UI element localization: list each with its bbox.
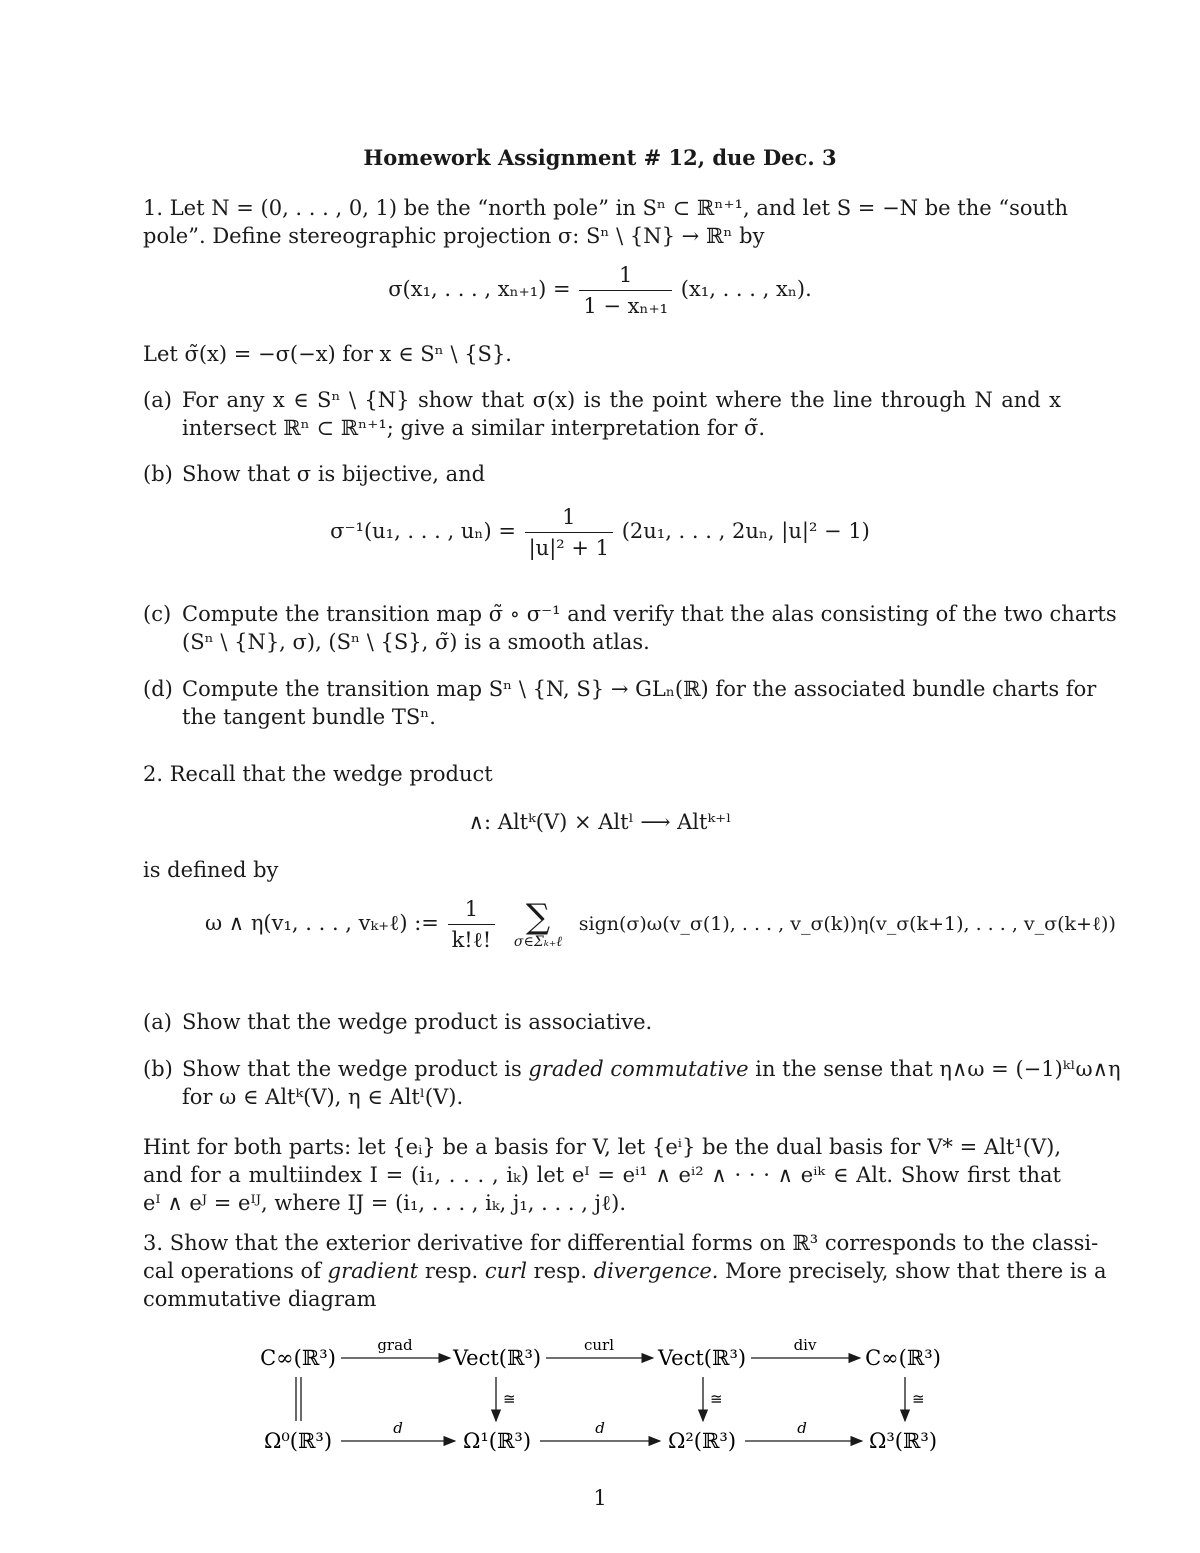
part-a-label: (a) (143, 388, 172, 412)
part-a-line1: For any x ∈ Sⁿ \ {N} show that σ(x) is the point where the line through N and x (182, 388, 1061, 412)
eq-right: (x₁, . . . , xₙ). (680, 277, 812, 301)
problem2-intro: 2. Recall that the wedge product (143, 762, 493, 786)
bottom-node-omega2: Ω²(ℝ³) (667, 1429, 737, 1453)
sum-symbol: ∑ (525, 896, 551, 937)
top-node-cinf: C∞(ℝ³) (260, 1346, 336, 1370)
def-left: ω ∧ η(v₁, . . . , vₖ₊ℓ) := (205, 911, 439, 935)
part-c-line2: (Sⁿ \ {N}, σ), (Sⁿ \ {S}, σ̃) is a smooth atlas. (182, 630, 650, 654)
top-node-cinf-2: C∞(ℝ³) (865, 1346, 941, 1370)
part-b-label: (b) (143, 1057, 173, 1081)
part-a-label: (a) (143, 1010, 172, 1034)
inv-eq-denominator: |u|² + 1 (528, 536, 610, 560)
problem2-definition-equation (205, 896, 1116, 953)
arrow-label-grad: grad (377, 1336, 413, 1354)
part-d-line2: the tangent bundle TSⁿ. (182, 705, 436, 729)
problem1-line2: pole”. Define stereographic projection σ: Sⁿ \ {N} → ℝⁿ by (143, 224, 765, 248)
problem1-inverse-equation (0, 504, 1200, 561)
hint-line2: and for a multiindex I = (i₁, . . . , iₖ) let eᴵ = eⁱ¹ ∧ eⁱ² ∧ · · · ∧ eⁱᵏ ∈ Alt. Show first that (143, 1163, 1061, 1187)
iso-label-2: ≅ (710, 1390, 723, 1408)
bottom-node-omega1: Ω¹(ℝ³) (462, 1429, 532, 1453)
eq-fraction (579, 262, 672, 319)
part-b-line2: for ω ∈ Altᵏ(V), η ∈ Altˡ(V). (182, 1085, 464, 1109)
bottom-node-omega3: Ω³(ℝ³) (868, 1429, 938, 1453)
def-fraction (448, 896, 496, 953)
bottom-node-omega0: Ω⁰(ℝ³) (263, 1429, 333, 1453)
problem3-line3: commutative diagram (143, 1287, 377, 1311)
arrow-label-d-3: d (797, 1419, 807, 1437)
arrow-label-div: div (793, 1336, 817, 1354)
def-sum (513, 896, 563, 950)
part-c-label: (c) (143, 602, 172, 626)
iso-label-1: ≅ (503, 1390, 516, 1408)
part-a-line2: intersect ℝⁿ ⊂ ℝⁿ⁺¹; give a similar interpretation for σ̃. (182, 416, 766, 440)
problem2-defined-by: is defined by (143, 858, 279, 882)
problem3-line1: 3. Show that the exterior derivative for differential forms on ℝ³ corresponds to the classi- (143, 1231, 1099, 1255)
problem2-map-equation: ∧: Altᵏ(V) × Altˡ ⟶ Altᵏ⁺ˡ (468, 810, 732, 834)
top-node-vect-1: Vect(ℝ³) (452, 1346, 542, 1370)
gradient-emphasis: gradient (327, 1259, 419, 1283)
arrow-label-curl: curl (583, 1336, 615, 1354)
part-c-line1: Compute the transition map σ̃ ∘ σ⁻¹ and verify that the alas consisting of the two charts (182, 602, 1117, 626)
sum-subscript: σ∈Σₖ₊ℓ (513, 933, 563, 950)
inv-eq-left: σ⁻¹(u₁, . . . , uₙ) = (330, 519, 516, 543)
page-number: 1 (593, 1486, 607, 1510)
hint-line3: eᴵ ∧ eᴶ = eᴵᴶ, where IJ = (i₁, . . . , iₖ, j₁, . . . , jℓ). (143, 1191, 626, 1215)
inv-eq-fraction (525, 504, 613, 561)
problem3-line2: cal operations of gradient resp. curl resp. divergence. More precisely, show that there is a (143, 1259, 1107, 1283)
problem1-let-line: Let σ̃(x) = −σ(−x) for x ∈ Sⁿ \ {S}. (143, 342, 512, 366)
eq-numerator: 1 (579, 262, 672, 291)
part-d-label: (d) (143, 677, 173, 701)
graded-commutative-emphasis: graded commutative (528, 1057, 749, 1081)
part-a-line1: Show that the wedge product is associative. (182, 1010, 653, 1034)
part-b-label: (b) (143, 462, 173, 486)
def-right: sign(σ)ω(v_σ(1), . . . , v_σ(k))η(v_σ(k+1), . . . , v_σ(k+ℓ)) (578, 913, 1116, 935)
part-b-line1: Show that the wedge product is graded commutative in the sense that η∧ω = (−1)ᵏˡω∧η (182, 1057, 1121, 1081)
iso-label-3: ≅ (912, 1390, 925, 1408)
inv-eq-numerator: 1 (525, 504, 613, 533)
part-d-line1: Compute the transition map Sⁿ \ {N, S} → GLₙ(ℝ) for the associated bundle charts for (182, 677, 1097, 701)
problem1-line1: 1. Let N = (0, . . . , 0, 1) be the “north pole” in Sⁿ ⊂ ℝⁿ⁺¹, and let S = −N be the “south (143, 196, 1068, 220)
arrow-label-d-1: d (393, 1419, 403, 1437)
curl-emphasis: curl (484, 1259, 527, 1283)
commutative-diagram (0, 1325, 1200, 1465)
top-node-vect-2: Vect(ℝ³) (657, 1346, 747, 1370)
eq-denominator: 1 − xₙ₊₁ (583, 294, 669, 318)
problem1-equation (0, 262, 1200, 319)
eq-left: σ(x₁, . . . , xₙ₊₁) = (388, 277, 571, 301)
part-b-line1: Show that σ is bijective, and (182, 462, 486, 486)
arrow-label-d-2: d (595, 1419, 605, 1437)
inv-eq-right: (2u₁, . . . , 2uₙ, |u|² − 1) (621, 519, 870, 543)
def-numerator: 1 (448, 896, 496, 925)
page-title: Homework Assignment # 12, due Dec. 3 (363, 145, 837, 170)
divergence-emphasis: divergence. (593, 1259, 719, 1283)
hint-line1: Hint for both parts: let {eᵢ} be a basis for V, let {eⁱ} be the dual basis for V* = Alt¹(V), (143, 1135, 1061, 1159)
def-denominator: k!ℓ! (451, 928, 492, 952)
